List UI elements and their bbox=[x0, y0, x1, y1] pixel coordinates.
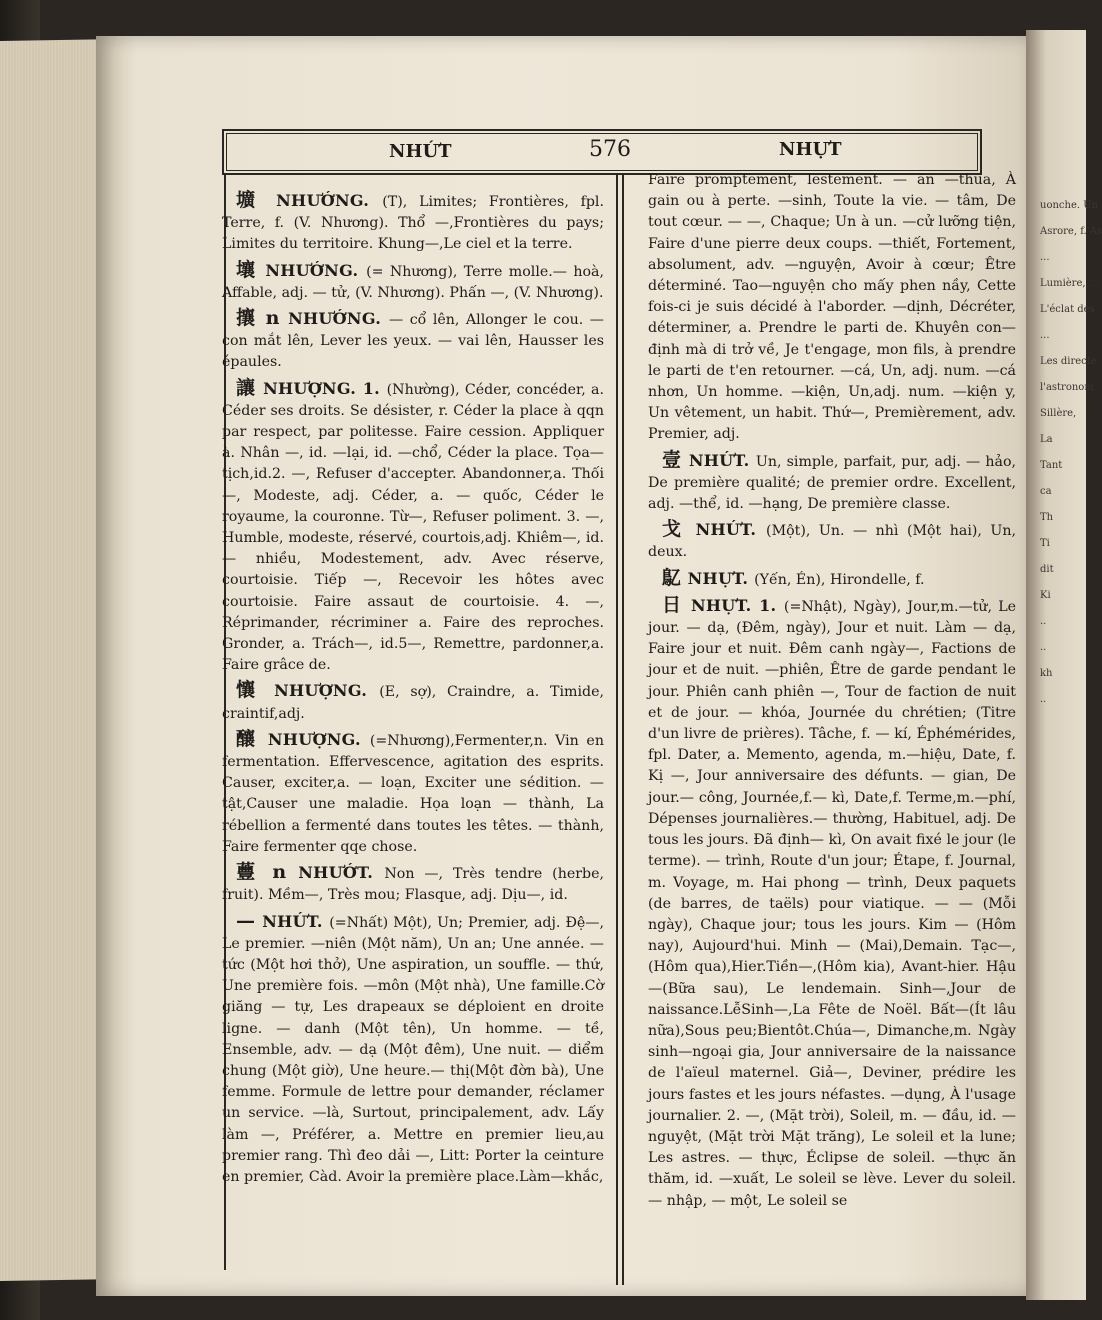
entry-definition: (=Nhật), Ngày), Jour,m.—tử, Le jour. — dạ, (Đêm, ngày), Jour et nuit. Làm — dạ, Faire jour et nuit. Đêm canh ngày—, Factions de jour et de nuit. —phiên, Être de garde pendant le jour. Phiên canh phiên —, Tour de faction de nuit et de jour. — khóa, Journée du chrétien; (Titre d'un livre de prières). Tâche, f. — kí, Éphémérides, fpl. Dater, a. Memento, agenda, m.—hiệu, Date, f. Kị —, Jour anniversaire des défunts. — gian, De jour.— công, Journée,f.— kì, Date,f. Terme,m.—phí, Dépenses journalières.— thường, Habituel, adj. De tous les jours. Đã định— kì, On avait fixé le jour (le terme). — trình, Route d'un jour; Étape, f. Journal, m. Voyage, m. Hai phong — trình, Deux paquets (de barres, de taëls) pour viatique. — — (Mỗi ngày), Chaque jour; tous les jours. Kim — (Hôm nay), Aujourd'hui. Minh — (Mai),Demain. Tạc—,(Hôm qua),Hier.Tiền—,(Hôm kia), Avant-hier. Hậu—(Bữa sau), Le lendemain. Sinh—,Jour de naissance.LễSinh—,La Fête de Noël. Bất—(Ít lâu nữa),Sous peu;Bientôt.Chúa—, Dimanche,m. Ngày sinh—ngoại gia, Jour anniversaire de la naissance de l'aïeul maternel. Giả—, Deviner, prédire les jours fastes et les jours néfastes. —dụng, À l'usage journalier. 2. —, (Mặt trời), Soleil, m. — đầu, id. — nguyệt, (Mặt trời Mặt trăng), Le soleil et la lune; Les astres. — thực, Éclipse de soleil. —thực ăn thăm, id. —xuất, Le soleil se lève. Lever du soleil. — nhập, — một, Le soleil se bbox=[648, 598, 1017, 1209]
entry-character: 蘴 n bbox=[236, 861, 299, 884]
entry-character: 釀 bbox=[236, 727, 268, 750]
entry-character: 戈 bbox=[662, 518, 696, 541]
column-rule-center-b bbox=[622, 175, 624, 1285]
dictionary-entry bbox=[648, 595, 1016, 1212]
running-head-left-word: NHỨT bbox=[389, 141, 452, 162]
entry-character: 壹 bbox=[662, 448, 689, 471]
adjacent-page-fragment: ca bbox=[1040, 486, 1052, 497]
entry-headword: NHỨT. bbox=[262, 911, 330, 931]
entry-definition: (= Nhương), Terre molle.— hoà, Affable, adj. — tử, (V. Nhương). Phấn —, (V. Nhương). bbox=[222, 263, 604, 301]
entry-character: 懹 bbox=[236, 679, 275, 702]
adjacent-page-fragment: dit bbox=[1040, 564, 1054, 575]
entry-character: — bbox=[236, 909, 263, 932]
entry-headword: NHỰT. bbox=[687, 568, 755, 588]
dictionary-entry bbox=[222, 729, 604, 858]
entry-headword: NHỨT. bbox=[688, 450, 756, 470]
entry-headword: NHƯỢNG. bbox=[274, 681, 380, 701]
entry-definition: (Yến, Én), Hirondelle, f. bbox=[754, 571, 925, 588]
page-number: 576 bbox=[589, 137, 631, 162]
adjacent-page-fragment: ... bbox=[1040, 330, 1050, 341]
adjacent-page-fragment: kh bbox=[1040, 668, 1053, 679]
entry-definition: Faire promptement, lestement. — ăn —thua, À gain ou à perte. —sinh, Toute la vie. — tâm, De tout cœur. — —, Chaque; Un à un. —cử lưỡng tiện, Faire d'une pierre deux coups. —thiết, Fortement, absolument, adv. —nguyện, Avoir à cœur; Être déterminé. Tao—nguyện cho mấy phen nầy, Cette fois-ci je suis décidé à l'aborder. —dịnh, Décréter, déterminer, a. Prendre le parti de. Khuyên con—định mà di trở về, Je t'engage, mon fils, à prendre le parti de t'en retourner. —cá, Un, adj. num. —cá nhơn, Un homme. —kiện, Un,adj. num. —kiện y, Un vêtement, un habit. Thứ—, Premièrement, adv. Premier, adj. bbox=[648, 172, 1016, 443]
right-column bbox=[648, 170, 1016, 1216]
entry-definition: — cổ lên, Allonger le cou. — con mắt lên, Lever les yeux. — vai lên, Hausser les épaules. bbox=[222, 312, 604, 371]
adjacent-page-fragment: Th bbox=[1040, 512, 1054, 523]
adjacent-page-fragment: ... bbox=[1040, 252, 1050, 263]
dictionary-entry bbox=[648, 568, 1016, 591]
entry-definition: (Nhường), Céder, concéder, a. Céder ses droits. Se désister, r. Céder la place à qqn par respect, par politesse. Faire cession. Appliquer à. Nhân —, id. —lại, id. —chổ, Céder la place. Tọa— tịch,id.2. —, Refuser d'accepter. Abandonner,a. Thối—, Modeste, adj. Céder, a. — quốc, Céder le royaume, la couronne. Từ—, Refuser poliment. 3. —, Humble, modeste, réservé, courtois,adj. Khiêm—, id. — nhiều, Modestement, adv. Avec réserve, courtoisie. Tiếp —, Recevoir les hôtes avec courtoisie. Faire assaut de courtoisie. 4. —, Réprimander, récriminer a. Faire des reproches. Gronder, a. Trách—, id.5—, Remettre, pardonner,a. Faire grâce de. bbox=[222, 381, 604, 674]
dictionary-entry bbox=[648, 170, 1016, 446]
entry-character: 日 bbox=[662, 593, 691, 616]
entry-definition: (=Nhất) Một), Un; Premier, adj. Đệ—, Le premier. —niên (Một năm), Un an; Une année. — tức (Một hơi thở), Une aspiration, un souffle. — thứ, Une première fois. —môn (Một nhà), Une famille.Cờ giăng — tự, Les drapeaux se déploient en droite ligne. — danh (Một tên), Un homme. — tề, Ensemble, adv. — dạ (Một đêm), Une nuit. — diểm chung (Một giờ), Une heure.— thị(Một đờn bà), Une femme. Formule de lettre pour demander, réclamer un service. —là, Surtout, principalement, adv. Lấy làm —, Préférer, a. Mettre en premier lieu,au premier rang. Thì đeo dải —, Litt: Porter la ceinture en premier, Càd. Avoir la première place.Làm—khắc, bbox=[222, 914, 605, 1185]
dictionary-entry bbox=[222, 190, 604, 256]
entry-headword: NHƯỢNG. 1. bbox=[263, 378, 387, 398]
adjacent-page-fragment: Asrore, f. As bbox=[1040, 226, 1102, 237]
entry-headword: NHỨT. bbox=[695, 520, 767, 540]
dictionary-entry bbox=[222, 680, 604, 724]
entry-character: 壤 bbox=[236, 258, 266, 281]
adjacent-page-fragment: l'astronom bbox=[1040, 382, 1094, 393]
entry-headword: NHƯỚNG. bbox=[276, 191, 383, 210]
adjacent-page-fragment: .. bbox=[1040, 642, 1047, 653]
adjacent-page-fragment: Ki bbox=[1040, 590, 1051, 601]
entry-definition: (E, sợ), Craindre, a. Timide, craintif,adj. bbox=[222, 684, 604, 722]
adjacent-page-fragment: Lumière, ... bbox=[1040, 278, 1099, 289]
entry-character: 鳦 bbox=[662, 566, 688, 589]
entry-character: 壙 bbox=[236, 189, 277, 211]
entry-definition: (=Nhương),Fermenter,n. Vin en fermentation. Effervescence, agitation des esprits. Causer, exciter,a. — loạn, Exciter une sédition. —tật,Causer une maladie. Họa loạn — thành, La rébellion a fermenté dans toutes les têtes. — thành, Faire fermenter qqe chose. bbox=[222, 732, 604, 855]
adjacent-page-fragment: Sillère, bbox=[1040, 408, 1077, 419]
dictionary-entry bbox=[222, 260, 604, 304]
dictionary-entry bbox=[222, 911, 604, 1189]
entry-headword: NHƯỚT. bbox=[298, 863, 385, 883]
entry-definition: Non —, Très tendre (herbe, fruit). Mềm—, Très mou; Flasque, adj. Dịu—, id. bbox=[222, 866, 605, 904]
entry-headword: NHƯỚNG. bbox=[265, 260, 367, 280]
dictionary-entry bbox=[648, 519, 1016, 563]
adjacent-page-fragment: .. bbox=[1040, 694, 1047, 705]
adjacent-page-fragment: Les directe bbox=[1040, 356, 1097, 367]
adjacent-page-fragment: L'éclat des bbox=[1040, 304, 1095, 315]
dictionary-entry bbox=[648, 450, 1016, 516]
adjacent-page-fragment: uonche. Un bbox=[1040, 200, 1099, 211]
entry-definition: (Một), Un. — nhì (Một hai), Un, deux. bbox=[648, 523, 1017, 561]
adjacent-page-edge bbox=[1026, 30, 1102, 1300]
entry-character: 讓 bbox=[236, 376, 264, 399]
adjacent-page-fragment: Tant bbox=[1040, 460, 1063, 471]
running-head-right-word: NHỰT bbox=[779, 139, 842, 160]
entry-headword: NHƯỚNG. bbox=[288, 309, 389, 329]
entry-definition: (T), Limites; Frontières, fpl. Terre, f. (V. Nhương). Thổ —,Frontières du pays; Limites du territoire. Khung—,Le ciel et la terre. bbox=[222, 194, 604, 253]
column-rule-center-a bbox=[616, 175, 618, 1285]
dictionary-entry bbox=[222, 862, 604, 906]
adjacent-page-fragment: La bbox=[1040, 434, 1053, 445]
dictionary-entry bbox=[222, 378, 604, 677]
dictionary-entry bbox=[222, 308, 604, 374]
entry-definition: Un, simple, parfait, pur, adj. — hảo, De première qualité; de premier ordre. Excellent, adj. —thể, id. —hạng, De première classe. bbox=[648, 453, 1017, 513]
entry-character: 攘 n bbox=[236, 307, 289, 330]
entry-headword: NHƯỢNG. bbox=[267, 729, 370, 749]
adjacent-page-fragment: .. bbox=[1040, 616, 1047, 627]
running-head bbox=[222, 129, 982, 175]
adjacent-page-fragment: Ti bbox=[1040, 538, 1050, 549]
left-column bbox=[222, 190, 604, 1192]
entry-headword: NHỰT. 1. bbox=[690, 595, 784, 615]
